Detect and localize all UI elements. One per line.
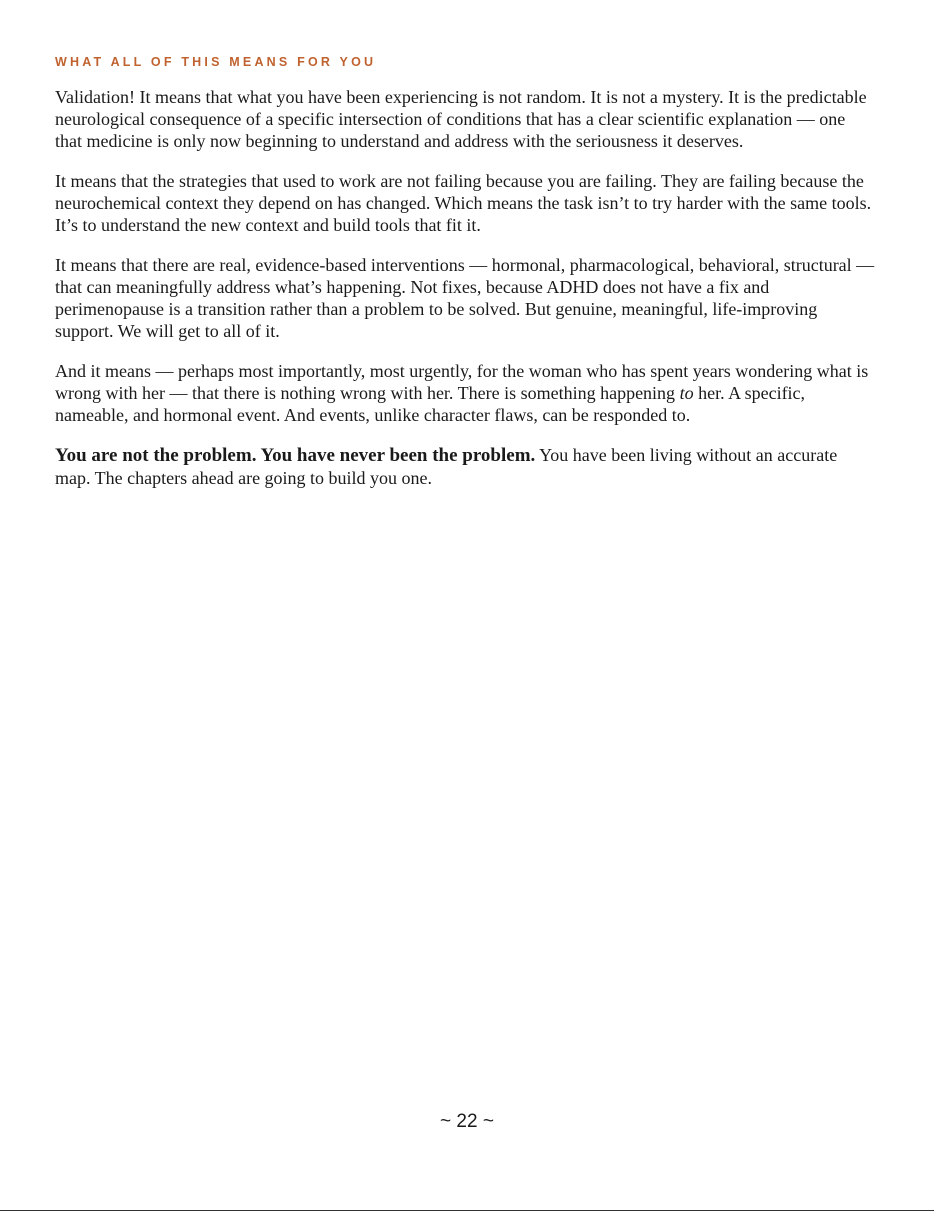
page-content bbox=[55, 54, 875, 507]
paragraph-nothing-wrong bbox=[55, 360, 875, 426]
paragraph-not-the-problem bbox=[55, 444, 875, 489]
bottom-divider bbox=[0, 1210, 934, 1211]
paragraph-strategies: It means that the strategies that used to work are not failing because you are failing. They are failing because the neurochemical context they depend on has changed. Which means the task isn’t to try harder with the same tools. It’s to understand the new context and build tools that fit it. bbox=[55, 171, 872, 235]
paragraph-nothing-wrong-italic: to bbox=[679, 383, 694, 403]
paragraph-not-the-problem-rest: You have been living without an accurate map. The chapters ahead are going to build you one. bbox=[55, 445, 838, 488]
paragraph-validation: Validation! It means that what you have been experiencing is not random. It is not a mystery. It is the predictable neurological consequence of a specific intersection of conditions that has a clear scientific explanation — one that medicine is only now beginning to understand and address with the seriousness it deserves. bbox=[55, 87, 867, 151]
paragraph-nothing-wrong-part2: her. A specific, nameable, and hormonal event. And events, unlike character flaws, can be responded to. bbox=[55, 383, 806, 425]
page-number: ~ 22 ~ bbox=[440, 1111, 494, 1132]
paragraph-not-the-problem-bold: You are not the problem. You have never been the problem. bbox=[55, 445, 536, 466]
paragraph-nothing-wrong-part1: And it means — perhaps most importantly, most urgently, for the woman who has spent years wondering what is wrong with her — that there is nothing wrong with her. There is something happening bbox=[55, 361, 869, 403]
paragraph-interventions: It means that there are real, evidence-based interventions — hormonal, pharmacological, behavioral, structural — that can meaningfully address what’s happening. Not fixes, because ADHD does not have a fix and perimenopause is a transition rather than a problem to be solved. But genuine, meaningful, life-improving support. We will get to all of it. bbox=[55, 255, 875, 341]
section-heading: WHAT ALL OF THIS MEANS FOR YOU bbox=[55, 55, 377, 69]
